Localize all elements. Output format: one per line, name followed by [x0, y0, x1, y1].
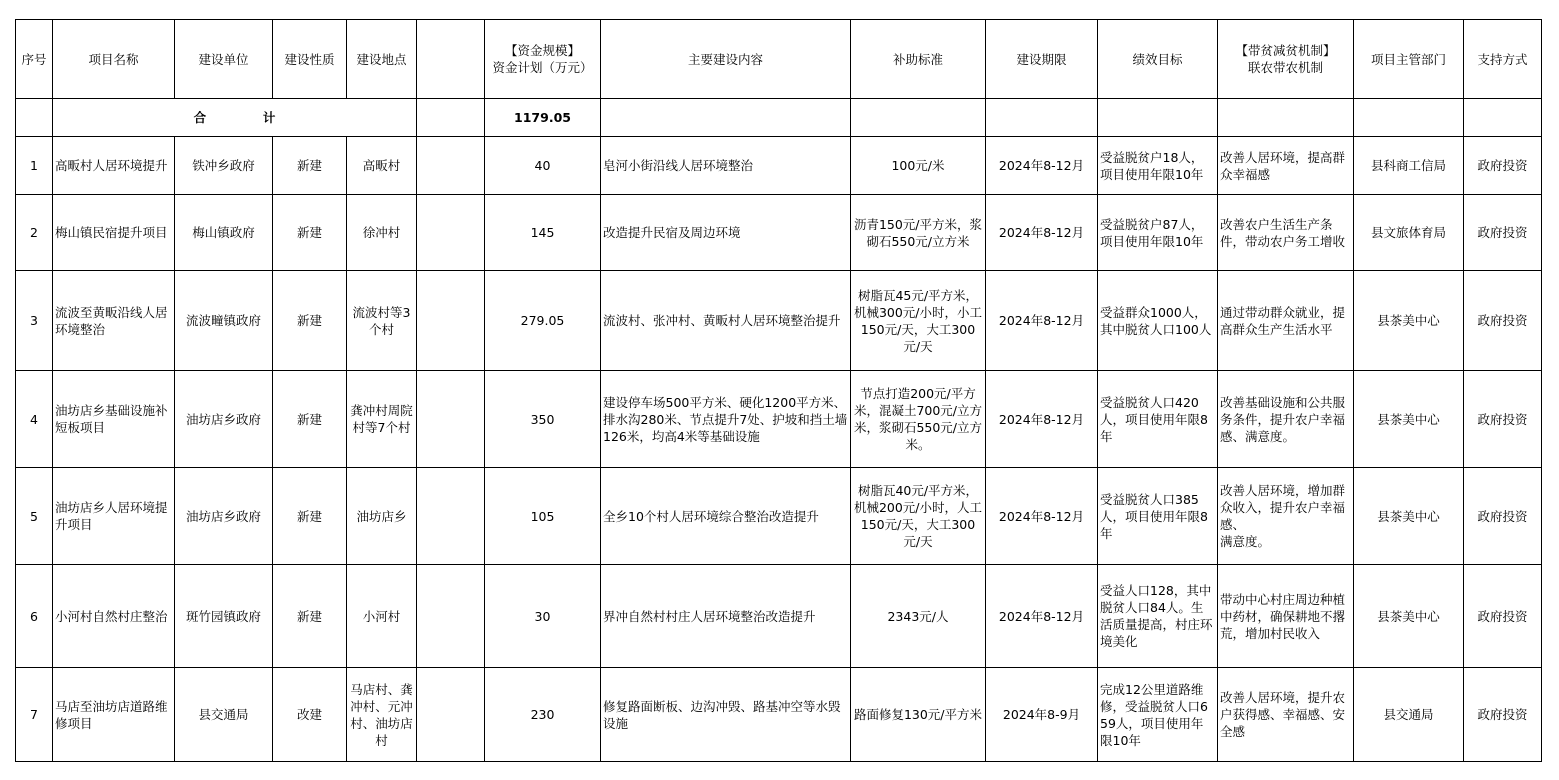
cell-fund[interactable]: 30: [485, 565, 601, 668]
cell-subsidy[interactable]: 节点打造200元/平方米，混凝土700元/立方米，浆砌石550元/立方米。: [851, 371, 986, 468]
total-label-a: 合: [193, 110, 207, 125]
cell-period[interactable]: 2024年8-12月: [986, 565, 1098, 668]
header-method[interactable]: 支持方式: [1464, 20, 1542, 99]
cell-blank[interactable]: [417, 271, 485, 371]
cell-location[interactable]: 高畈村: [347, 137, 417, 195]
cell-subsidy[interactable]: 100元/米: [851, 137, 986, 195]
cell-location[interactable]: 马店村、龚冲村、元冲村、油坊店村: [347, 668, 417, 762]
cell-content[interactable]: 流波村、张冲村、黄畈村人居环境整治提升: [601, 271, 851, 371]
total-cell[interactable]: [986, 99, 1098, 137]
cell-location[interactable]: 流波村等3个村: [347, 271, 417, 371]
total-blank-cell[interactable]: [417, 99, 485, 137]
cell-method[interactable]: 政府投资: [1464, 195, 1542, 271]
cell-seq[interactable]: 7: [16, 668, 53, 762]
header-mechanism-line1: 【带贫减贫机制】: [1235, 43, 1336, 58]
cell-mechanism[interactable]: 通过带动群众就业，提高群众生产生活水平: [1218, 271, 1354, 371]
cell-name[interactable]: 梅山镇民宿提升项目: [53, 195, 175, 271]
cell-blank[interactable]: [417, 195, 485, 271]
cell-name[interactable]: 流波至黄畈沿线人居环境整治: [53, 271, 175, 371]
cell-period[interactable]: 2024年8-12月: [986, 371, 1098, 468]
cell-subsidy[interactable]: 树脂瓦40元/平方米，机械200元/小时，人工150元/天，大工300元/天: [851, 468, 986, 565]
cell-method[interactable]: 政府投资: [1464, 668, 1542, 762]
cell-unit[interactable]: 梅山镇政府: [175, 195, 273, 271]
cell-goal[interactable]: 受益脱贫人口420人，项目使用年限8年: [1098, 371, 1218, 468]
cell-method[interactable]: 政府投资: [1464, 271, 1542, 371]
cell-seq[interactable]: 4: [16, 371, 53, 468]
header-mechanism[interactable]: [1218, 20, 1354, 99]
cell-nature[interactable]: 新建: [273, 137, 347, 195]
cell-dept[interactable]: 县茶美中心: [1354, 371, 1464, 468]
total-seq-cell[interactable]: [16, 99, 53, 137]
cell-method[interactable]: 政府投资: [1464, 468, 1542, 565]
cell-unit[interactable]: 县交通局: [175, 668, 273, 762]
cell-method[interactable]: 政府投资: [1464, 565, 1542, 668]
cell-method[interactable]: 政府投资: [1464, 137, 1542, 195]
cell-subsidy[interactable]: 2343元/人: [851, 565, 986, 668]
total-cell[interactable]: [1464, 99, 1542, 137]
cell-goal[interactable]: 受益脱贫户18人，项目使用年限10年: [1098, 137, 1218, 195]
cell-fund[interactable]: 350: [485, 371, 601, 468]
cell-unit[interactable]: 油坊店乡政府: [175, 371, 273, 468]
cell-content[interactable]: 改造提升民宿及周边环境: [601, 195, 851, 271]
table-row: [16, 668, 1542, 762]
cell-content[interactable]: 全乡10个村人居环境综合整治改造提升: [601, 468, 851, 565]
cell-unit[interactable]: 铁冲乡政府: [175, 137, 273, 195]
cell-period[interactable]: 2024年8-12月: [986, 271, 1098, 371]
header-content[interactable]: 主要建设内容: [601, 20, 851, 99]
total-cell[interactable]: [1098, 99, 1218, 137]
cell-location[interactable]: 徐冲村: [347, 195, 417, 271]
cell-fund[interactable]: 145: [485, 195, 601, 271]
cell-mechanism[interactable]: 改善人居环境，提升农户获得感、幸福感、安全感: [1218, 668, 1354, 762]
cell-method[interactable]: 政府投资: [1464, 371, 1542, 468]
cell-goal[interactable]: 受益群众1000人，其中脱贫人口100人: [1098, 271, 1218, 371]
cell-seq[interactable]: 2: [16, 195, 53, 271]
cell-mechanism[interactable]: 改善基础设施和公共服务条件，提升农户幸福感、满意度。: [1218, 371, 1354, 468]
cell-nature[interactable]: 新建: [273, 565, 347, 668]
header-location[interactable]: 建设地点: [347, 20, 417, 99]
cell-subsidy[interactable]: 沥青150元/平方米，浆砌石550元/立方米: [851, 195, 986, 271]
cell-nature[interactable]: 新建: [273, 371, 347, 468]
table-row: [16, 195, 1542, 271]
cell-name[interactable]: 高畈村人居环境提升: [53, 137, 175, 195]
table-row: [16, 137, 1542, 195]
cell-name[interactable]: 油坊店乡基础设施补短板项目: [53, 371, 175, 468]
cell-seq[interactable]: 3: [16, 271, 53, 371]
cell-location[interactable]: 龚冲村周院村等7个村: [347, 371, 417, 468]
cell-dept[interactable]: 县交通局: [1354, 668, 1464, 762]
cell-dept[interactable]: 县科商工信局: [1354, 137, 1464, 195]
cell-blank[interactable]: [417, 371, 485, 468]
cell-blank[interactable]: [417, 565, 485, 668]
total-cell[interactable]: [1354, 99, 1464, 137]
header-goal[interactable]: 绩效目标: [1098, 20, 1218, 99]
cell-fund[interactable]: 279.05: [485, 271, 601, 371]
header-name[interactable]: 项目名称: [53, 20, 175, 99]
cell-unit[interactable]: 流波疃镇政府: [175, 271, 273, 371]
cell-blank[interactable]: [417, 668, 485, 762]
header-row: [16, 20, 1542, 99]
table-row: [16, 565, 1542, 668]
cell-period[interactable]: 2024年8-12月: [986, 468, 1098, 565]
header-fund-line2: 资金计划（万元）: [492, 60, 593, 75]
cell-seq[interactable]: 1: [16, 137, 53, 195]
cell-fund[interactable]: 105: [485, 468, 601, 565]
cell-nature[interactable]: 新建: [273, 195, 347, 271]
header-fund-line1: 【资金规模】: [504, 43, 580, 58]
cell-period[interactable]: 2024年8-12月: [986, 195, 1098, 271]
cell-fund[interactable]: 230: [485, 668, 601, 762]
total-row: [16, 99, 1542, 137]
cell-name[interactable]: 油坊店乡人居环境提升项目: [53, 468, 175, 565]
cell-dept[interactable]: 县茶美中心: [1354, 468, 1464, 565]
cell-goal[interactable]: 受益脱贫人口385人，项目使用年限8年: [1098, 468, 1218, 565]
cell-period[interactable]: 2024年8-9月: [986, 668, 1098, 762]
cell-dept[interactable]: 县文旅体育局: [1354, 195, 1464, 271]
cell-dept[interactable]: 县茶美中心: [1354, 271, 1464, 371]
cell-content[interactable]: 建设停车场500平方米、硬化1200平方米、排水沟280米、节点提升7处、护坡和挡土墙126米，均高4米等基础设施: [601, 371, 851, 468]
cell-blank[interactable]: [417, 137, 485, 195]
cell-subsidy[interactable]: 树脂瓦45元/平方米，机械300元/小时，小工150元/天，大工300元/天: [851, 271, 986, 371]
header-fund[interactable]: [485, 20, 601, 99]
cell-subsidy[interactable]: 路面修复130元/平方米: [851, 668, 986, 762]
total-fund[interactable]: 1179.05: [485, 99, 601, 137]
table-row: [16, 371, 1542, 468]
cell-fund[interactable]: 40: [485, 137, 601, 195]
cell-blank[interactable]: [417, 468, 485, 565]
header-mechanism-line2: 联农带农机制: [1247, 60, 1323, 75]
header-dept[interactable]: 项目主管部门: [1354, 20, 1464, 99]
cell-unit[interactable]: 油坊店乡政府: [175, 468, 273, 565]
cell-seq[interactable]: 6: [16, 565, 53, 668]
total-label-b: 计: [262, 110, 276, 125]
table-row: [16, 468, 1542, 565]
cell-goal[interactable]: 受益脱贫户87人，项目使用年限10年: [1098, 195, 1218, 271]
cell-mechanism[interactable]: 改善人居环境，提高群众幸福感: [1218, 137, 1354, 195]
cell-name[interactable]: 马店至油坊店道路维修项目: [53, 668, 175, 762]
cell-content[interactable]: 皂河小街沿线人居环境整治: [601, 137, 851, 195]
cell-mechanism[interactable]: 改善人居环境，增加群众收入，提升农户幸福感、 满意度。: [1218, 468, 1354, 565]
cell-period[interactable]: 2024年8-12月: [986, 137, 1098, 195]
header-nature[interactable]: 建设性质: [273, 20, 347, 99]
cell-content[interactable]: 修复路面断板、边沟冲毁、路基冲空等水毁设施: [601, 668, 851, 762]
cell-nature[interactable]: 新建: [273, 271, 347, 371]
total-cell[interactable]: [1218, 99, 1354, 137]
table-row: [16, 271, 1542, 371]
cell-nature[interactable]: 新建: [273, 468, 347, 565]
cell-content[interactable]: 界冲自然村村庄人居环境整治改造提升: [601, 565, 851, 668]
cell-seq[interactable]: 5: [16, 468, 53, 565]
header-blank[interactable]: [417, 20, 485, 99]
cell-goal[interactable]: 完成12公里道路维修，受益脱贫人口659人，项目使用年限10年: [1098, 668, 1218, 762]
project-table: [15, 19, 1542, 762]
header-unit[interactable]: 建设单位: [175, 20, 273, 99]
cell-goal[interactable]: 受益人口128，其中脱贫人口84人。生活质量提高，村庄环境美化: [1098, 565, 1218, 668]
total-cell[interactable]: [851, 99, 986, 137]
header-seq[interactable]: 序号: [16, 20, 53, 99]
cell-mechanism[interactable]: 改善农户生活生产条件，带动农户务工增收: [1218, 195, 1354, 271]
total-cell[interactable]: [601, 99, 851, 137]
header-period[interactable]: 建设期限: [986, 20, 1098, 99]
cell-mechanism[interactable]: 带动中心村庄周边种植中药材，确保耕地不撂荒，增加村民收入: [1218, 565, 1354, 668]
total-label-cell[interactable]: [53, 99, 417, 137]
cell-location[interactable]: 油坊店乡: [347, 468, 417, 565]
cell-dept[interactable]: 县茶美中心: [1354, 565, 1464, 668]
cell-location[interactable]: 小河村: [347, 565, 417, 668]
header-subsidy[interactable]: 补助标准: [851, 20, 986, 99]
cell-unit[interactable]: 斑竹园镇政府: [175, 565, 273, 668]
cell-nature[interactable]: 改建: [273, 668, 347, 762]
cell-name[interactable]: 小河村自然村庄整治: [53, 565, 175, 668]
